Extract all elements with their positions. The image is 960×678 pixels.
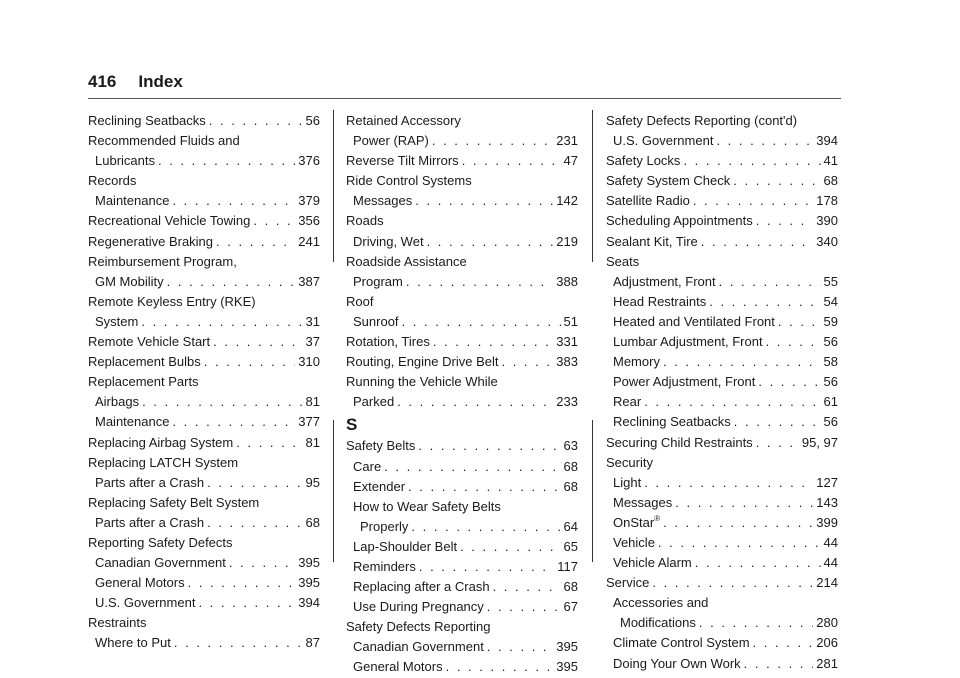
index-entry-text: Replacement Bulbs — [88, 354, 201, 370]
index-entry-text: Roadside Assistance — [346, 253, 467, 269]
dot-leader — [719, 272, 821, 292]
index-entry-text: Satellite Radio — [606, 193, 690, 209]
index-entry-text: Power Adjustment, Front — [613, 374, 756, 390]
dot-leader — [683, 151, 820, 171]
index-entry — [606, 633, 838, 653]
index-page-number: 143 — [816, 494, 838, 510]
index-page-number: 56 — [305, 113, 320, 128]
index-entry — [346, 597, 578, 617]
index-entry — [346, 111, 578, 131]
dot-leader — [158, 151, 295, 171]
index-page-number: 127 — [816, 474, 838, 490]
index-entry — [88, 613, 320, 633]
index-entry-text: Securing Child Restraints — [606, 434, 753, 450]
dot-leader — [141, 312, 302, 332]
index-page-number: 331 — [556, 334, 578, 350]
index-entry-text: Rotation, Tires — [346, 334, 430, 350]
index-entry — [346, 637, 578, 657]
dot-leader — [766, 332, 821, 352]
index-entry-text: Messages — [353, 193, 413, 209]
index-entry-text: Power (RAP) — [353, 133, 429, 149]
dot-leader — [756, 433, 799, 453]
index-entry — [606, 252, 838, 272]
index-entry-text: Records — [88, 173, 137, 189]
index-entry — [88, 453, 320, 473]
index-entry-text: Replacing after a Crash — [353, 579, 490, 595]
index-entry — [606, 151, 838, 171]
dot-leader — [204, 352, 296, 372]
index-entry — [606, 332, 838, 352]
dot-leader — [408, 477, 560, 497]
dot-leader — [432, 131, 553, 151]
index-entry — [606, 312, 838, 332]
index-column-2 — [346, 111, 578, 678]
index-entry — [88, 433, 320, 453]
index-entry — [88, 633, 320, 653]
index-entry — [346, 497, 578, 517]
index-page-number: 379 — [298, 193, 320, 209]
index-page-number: 376 — [298, 153, 320, 169]
dot-leader — [167, 272, 296, 292]
index-entry-text: Lumbar Adjustment, Front — [613, 334, 763, 350]
index-page-number: 206 — [816, 635, 838, 651]
index-page-number: 387 — [298, 273, 320, 289]
index-entry — [88, 412, 320, 432]
index-entry — [606, 211, 838, 231]
dot-leader — [644, 473, 813, 493]
index-entry-text: Driving, Wet — [353, 233, 424, 249]
index-page-number: 87 — [305, 635, 320, 651]
index-entry — [346, 191, 578, 211]
index-entry-text: Reimbursement Program, — [88, 253, 237, 269]
index-page-number: 58 — [823, 354, 838, 370]
index-entry — [88, 553, 320, 573]
index-page-number: 31 — [305, 313, 320, 329]
dot-leader — [174, 633, 303, 653]
index-entry-text: Service — [606, 575, 650, 591]
index-page-number: 68 — [563, 579, 578, 595]
index-entry — [346, 372, 578, 392]
index-page-number: 41 — [823, 153, 838, 169]
index-entry-text: Replacement Parts — [88, 374, 199, 390]
index-entry — [606, 412, 838, 432]
index-entry-text: Recommended Fluids and — [88, 133, 240, 149]
index-entry — [88, 372, 320, 392]
index-entry — [88, 171, 320, 191]
dot-leader — [462, 151, 561, 171]
index-entry — [346, 657, 578, 677]
dot-leader — [675, 493, 813, 513]
index-entry-text: Safety Defects Reporting (cont'd) — [606, 113, 798, 128]
index-page-number: 395 — [556, 639, 578, 655]
index-entry-text: Remote Vehicle Start — [88, 334, 211, 350]
index-entry-text: Heated and Ventilated Front — [613, 313, 775, 329]
index-entry-text: U.S. Government — [95, 595, 196, 611]
index-page-number: 233 — [556, 394, 578, 410]
index-page-number: 395 — [298, 555, 320, 571]
index-entry — [346, 352, 578, 372]
index-column-1 — [88, 111, 320, 654]
index-entry — [88, 292, 320, 312]
index-entry-text: Replacing Airbag System — [88, 434, 234, 450]
dot-leader — [427, 232, 554, 252]
index-entry-text: Light — [613, 474, 642, 490]
index-entry-text: Routing, Engine Drive Belt — [346, 354, 499, 370]
index-entry — [346, 272, 578, 292]
page-number: 416 — [88, 72, 117, 91]
index-entry-text: Scheduling Appointments — [606, 213, 753, 229]
index-entry-text: Properly — [360, 518, 409, 534]
index-entry — [88, 252, 320, 272]
index-entry-text: Safety Belts — [346, 438, 416, 454]
index-entry — [346, 436, 578, 456]
dot-leader — [397, 392, 553, 412]
dot-leader — [418, 436, 560, 456]
index-page-number: 44 — [823, 555, 838, 571]
index-entry — [346, 517, 578, 537]
index-entry-text: Adjustment, Front — [613, 273, 716, 289]
index-entry — [606, 171, 838, 191]
index-page-number: 65 — [563, 538, 578, 554]
index-entry-text: Regenerative Braking — [88, 233, 214, 249]
index-entry — [346, 537, 578, 557]
index-entry-text: Roof — [346, 293, 374, 309]
index-entry-text: Ride Control Systems — [346, 173, 472, 189]
index-entry — [88, 513, 320, 533]
dot-leader — [778, 312, 821, 332]
dot-leader — [188, 573, 296, 593]
index-entry — [346, 617, 578, 637]
dot-leader — [487, 637, 553, 657]
index-entry-text: Airbags — [95, 394, 140, 410]
index-entry-text: Sealant Kit, Tire — [606, 233, 698, 249]
index-entry-text: Reclining Seatbacks — [88, 113, 206, 128]
index-entry — [606, 372, 838, 392]
index-entry — [88, 352, 320, 372]
dot-leader — [172, 191, 295, 211]
page-title: Index — [138, 72, 183, 91]
index-entry-text: Recreational Vehicle Towing — [88, 213, 251, 229]
index-entry-text: Rear — [613, 394, 642, 410]
index-entry — [606, 352, 838, 372]
index-entry — [346, 312, 578, 332]
index-entry-text: Reporting Safety Defects — [88, 534, 233, 550]
index-entry-text: Vehicle Alarm — [613, 555, 692, 571]
index-entry — [346, 477, 578, 497]
index-column-3 — [606, 111, 838, 674]
dot-leader — [236, 433, 302, 453]
index-entry — [606, 613, 838, 633]
index-entry-text: Maintenance — [95, 193, 170, 209]
index-entry — [346, 392, 578, 412]
dot-leader — [209, 111, 303, 131]
index-entry — [606, 513, 838, 533]
dot-leader — [644, 392, 820, 412]
index-entry-text: OnStar® — [613, 513, 661, 530]
dot-leader — [699, 613, 813, 633]
index-entry-text: Remote Keyless Entry (RKE) — [88, 293, 256, 309]
index-section-letter: S — [346, 415, 358, 435]
index-entry-text: Care — [353, 458, 382, 474]
index-entry — [88, 191, 320, 211]
index-entry-text: Parts after a Crash — [95, 474, 205, 490]
index-entry — [606, 232, 838, 252]
index-page-number: 117 — [557, 558, 578, 574]
index-entry — [606, 453, 838, 473]
index-entry-text: Use During Pregnancy — [353, 599, 484, 615]
index-entry-text: Restraints — [88, 615, 147, 631]
dot-leader — [446, 657, 554, 677]
index-entry — [606, 593, 838, 613]
dot-leader — [658, 533, 821, 553]
dot-leader — [229, 553, 295, 573]
index-entry — [606, 533, 838, 553]
index-entry — [346, 332, 578, 352]
dot-leader — [172, 412, 295, 432]
dot-leader — [709, 292, 820, 312]
index-page-number: 56 — [823, 334, 838, 350]
column-divider — [333, 110, 334, 262]
index-entry — [606, 654, 838, 674]
index-entry-text: Reminders — [353, 558, 416, 574]
index-page-number: 56 — [823, 414, 838, 430]
index-entry-text: Security — [606, 454, 653, 470]
index-entry-text: General Motors — [353, 659, 443, 675]
dot-leader — [402, 312, 561, 332]
index-entry-text: Maintenance — [95, 414, 170, 430]
index-page-number: 63 — [563, 438, 578, 454]
index-page-number: 178 — [816, 193, 838, 209]
index-entry-text: Retained Accessory — [346, 113, 461, 128]
index-page-number: 68 — [563, 458, 578, 474]
index-page-number: 383 — [556, 354, 578, 370]
dot-leader — [213, 332, 302, 352]
index-page-number: 340 — [816, 233, 838, 249]
index-page-number: 280 — [816, 615, 838, 631]
dot-leader — [716, 131, 813, 151]
dot-leader — [733, 171, 820, 191]
dot-leader — [693, 191, 813, 211]
index-entry-text: Reverse Tilt Mirrors — [346, 153, 459, 169]
index-page-number: 377 — [298, 414, 320, 430]
index-page-number: 59 — [823, 313, 838, 329]
dot-leader — [758, 372, 820, 392]
dot-leader — [501, 352, 553, 372]
index-entry — [606, 292, 838, 312]
index-page-number: 44 — [823, 534, 838, 550]
index-entry-text: Where to Put — [95, 635, 171, 651]
index-entry-text: Modifications — [620, 615, 696, 631]
index-page-number: 56 — [823, 374, 838, 390]
index-entry-text: Accessories and — [613, 595, 709, 611]
index-entry — [346, 457, 578, 477]
index-page-number: 399 — [816, 514, 838, 530]
index-entry — [346, 557, 578, 577]
index-entry — [606, 272, 838, 292]
index-page-number: 68 — [305, 514, 320, 530]
dot-leader — [253, 211, 295, 231]
dot-leader — [207, 513, 302, 533]
index-entry — [346, 252, 578, 272]
index-page-number: 356 — [298, 213, 320, 229]
index-page-number: 214 — [816, 575, 838, 591]
index-page-number: 81 — [305, 434, 320, 450]
index-entry-text: Program — [353, 273, 403, 289]
index-page-number: 54 — [823, 293, 838, 309]
index-entry — [346, 292, 578, 312]
index-entry — [88, 232, 320, 252]
index-entry — [606, 191, 838, 211]
index-entry-text: How to Wear Safety Belts — [353, 498, 501, 514]
dot-leader — [695, 553, 821, 573]
index-entry — [346, 171, 578, 191]
index-page-number: 142 — [556, 193, 578, 209]
index-page-number: 55 — [823, 273, 838, 289]
index-page-number: 388 — [556, 273, 578, 289]
dot-leader — [216, 232, 295, 252]
index-entry — [88, 332, 320, 352]
index-entry — [346, 151, 578, 171]
index-page-number: 231 — [556, 133, 578, 149]
index-entry — [88, 312, 320, 332]
index-entry — [88, 272, 320, 292]
dot-leader — [652, 573, 813, 593]
index-entry-text: Parked — [353, 394, 395, 410]
index-page-number: 394 — [298, 595, 320, 611]
index-entry — [88, 473, 320, 493]
index-entry-text: Memory — [613, 354, 660, 370]
index-entry-text: Reclining Seatbacks — [613, 414, 731, 430]
index-page-number: 51 — [563, 313, 578, 329]
index-page-number: 395 — [556, 659, 578, 675]
index-page-number: 61 — [823, 394, 838, 410]
index-entry — [88, 593, 320, 613]
dot-leader — [415, 191, 553, 211]
dot-leader — [734, 412, 821, 432]
index-entry — [88, 151, 320, 171]
index-entry — [88, 533, 320, 553]
index-page-number: 219 — [556, 233, 578, 249]
index-page-number: 68 — [823, 173, 838, 189]
index-entry-text: Sunroof — [353, 313, 399, 329]
index-entry — [606, 111, 838, 131]
header-rule — [88, 98, 841, 99]
index-entry-text: Safety Defects Reporting — [346, 619, 491, 635]
column-divider — [333, 420, 334, 562]
index-page-number: 394 — [816, 133, 838, 149]
dot-leader — [411, 517, 560, 537]
index-entry-text: Canadian Government — [353, 639, 484, 655]
index-page-number: 47 — [563, 153, 578, 169]
index-entry-text: Head Restraints — [613, 293, 707, 309]
index-entry-text: Lap-Shoulder Belt — [353, 538, 458, 554]
dot-leader — [419, 557, 554, 577]
dot-leader — [744, 654, 814, 674]
dot-leader — [433, 332, 553, 352]
dot-leader — [198, 593, 295, 613]
dot-leader — [663, 513, 813, 533]
index-entry-text: General Motors — [95, 575, 185, 591]
index-entry — [606, 131, 838, 151]
dot-leader — [487, 597, 561, 617]
index-entry — [606, 392, 838, 412]
index-page-number: 37 — [305, 334, 320, 350]
dot-leader — [207, 473, 302, 493]
index-entry-text: Parts after a Crash — [95, 514, 205, 530]
index-entry-text: Roads — [346, 213, 384, 229]
index-entry-text: Climate Control System — [613, 635, 750, 651]
dot-leader — [701, 232, 814, 252]
column-divider — [592, 110, 593, 262]
index-page-number: 68 — [563, 478, 578, 494]
index-entry-text: Doing Your Own Work — [613, 655, 741, 671]
index-entry-text: GM Mobility — [95, 273, 164, 289]
index-entry-text: Safety Locks — [606, 153, 681, 169]
index-entry-text: Safety System Check — [606, 173, 731, 189]
index-entry-text: Replacing Safety Belt System — [88, 494, 260, 510]
dot-leader — [142, 392, 302, 412]
column-divider — [592, 420, 593, 562]
index-page-number: 81 — [305, 394, 320, 410]
index-entry — [88, 131, 320, 151]
index-entry — [346, 577, 578, 597]
index-entry-text: Seats — [606, 253, 640, 269]
index-page-number: 390 — [816, 213, 838, 229]
index-page-number: 64 — [563, 518, 578, 534]
dot-leader — [406, 272, 553, 292]
index-entry — [606, 553, 838, 573]
index-page-number: 281 — [816, 655, 838, 671]
dot-leader — [663, 352, 821, 372]
index-entry — [346, 131, 578, 151]
index-entry — [88, 573, 320, 593]
index-page-number: 95, 97 — [801, 434, 838, 450]
index-entry — [346, 232, 578, 252]
index-entry-text: Running the Vehicle While — [346, 374, 498, 390]
index-entry-text: System — [95, 313, 139, 329]
index-entry-text: Messages — [613, 494, 673, 510]
index-page-number: 241 — [298, 233, 320, 249]
dot-leader — [756, 211, 814, 231]
index-entry — [88, 392, 320, 412]
index-page-number: 310 — [298, 354, 320, 370]
index-entry-text: U.S. Government — [613, 133, 714, 149]
index-entry-text: Lubricants — [95, 153, 155, 169]
index-entry-text: Canadian Government — [95, 555, 226, 571]
index-entry — [606, 473, 838, 493]
index-page-number: 67 — [563, 599, 578, 615]
dot-leader — [384, 457, 560, 477]
registered-mark: ® — [654, 513, 661, 523]
dot-leader — [753, 633, 814, 653]
index-entry — [606, 433, 838, 453]
index-entry — [88, 111, 320, 131]
index-page-number: 395 — [298, 575, 320, 591]
dot-leader — [460, 537, 560, 557]
index-entry — [606, 493, 838, 513]
index-entry-text: Extender — [353, 478, 406, 494]
index-entry — [606, 573, 838, 593]
index-entry-text: Replacing LATCH System — [88, 454, 239, 470]
index-entry — [88, 211, 320, 231]
index-page-number: 95 — [305, 474, 320, 490]
index-entry-text: Vehicle — [613, 534, 655, 550]
index-entry — [346, 211, 578, 231]
dot-leader — [493, 577, 561, 597]
index-entry — [88, 493, 320, 513]
page-header — [88, 72, 183, 92]
